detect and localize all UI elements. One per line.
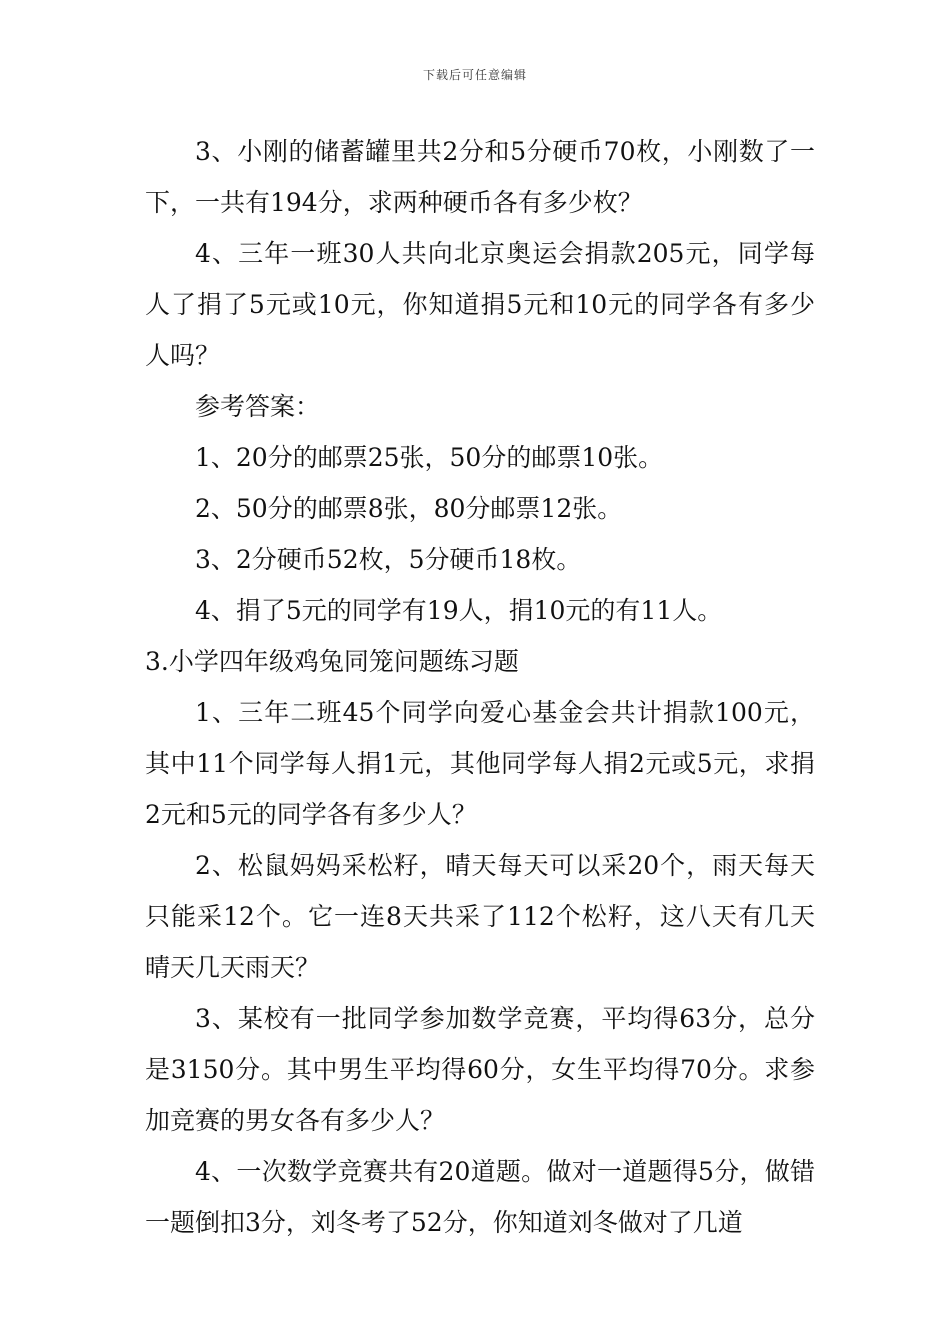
section-question-2: 2、松鼠妈妈采松籽，晴天每天可以采20个，雨天每天只能采12个。它一连8天共采了112个松籽，这八天有几天晴天几天雨天？ — [145, 851, 815, 982]
section-question-4: 4、一次数学竞赛共有20道题。做对一道题得5分，做错一题倒扣3分，刘冬考了52分，你知道刘冬做对了几道 — [145, 1157, 815, 1237]
section-question-1: 1、三年二班45个同学向爱心基金会共计捐款100元，其中11个同学每人捐1元，其他同学每人捐2元或5元，求捐2元和5元的同学各有多少人？ — [145, 698, 815, 829]
document-body — [145, 126, 815, 1248]
page-header: 下载后可任意编辑 — [422, 68, 527, 82]
section-title: 3.小学四年级鸡兔同笼问题练习题 — [145, 647, 519, 676]
answer-4: 4、捐了5元的同学有19人，捐10元的有11人。 — [195, 596, 723, 625]
answer-1: 1、20分的邮票25张，50分的邮票10张。 — [195, 443, 664, 472]
answer-3: 3、2分硬币52枚，5分硬币18枚。 — [195, 545, 582, 574]
answer-2: 2、50分的邮票8张，80分邮票12张。 — [195, 494, 623, 523]
answers-heading: 参考答案： — [195, 392, 321, 421]
question-4-donation: 4、三年一班30人共向北京奥运会捐款205元，同学每人了捐了5元或10元，你知道捐5元和10元的同学各有多少人吗？ — [145, 239, 815, 370]
section-question-3: 3、某校有一批同学参加数学竞赛，平均得63分，总分是3150分。其中男生平均得60分，女生平均得70分。求参加竞赛的男女各有多少人？ — [145, 1004, 815, 1135]
question-3-coins: 3、小刚的储蓄罐里共2分和5分硬币70枚，小刚数了一下，一共有194分，求两种硬币各有多少枚？ — [145, 137, 815, 217]
